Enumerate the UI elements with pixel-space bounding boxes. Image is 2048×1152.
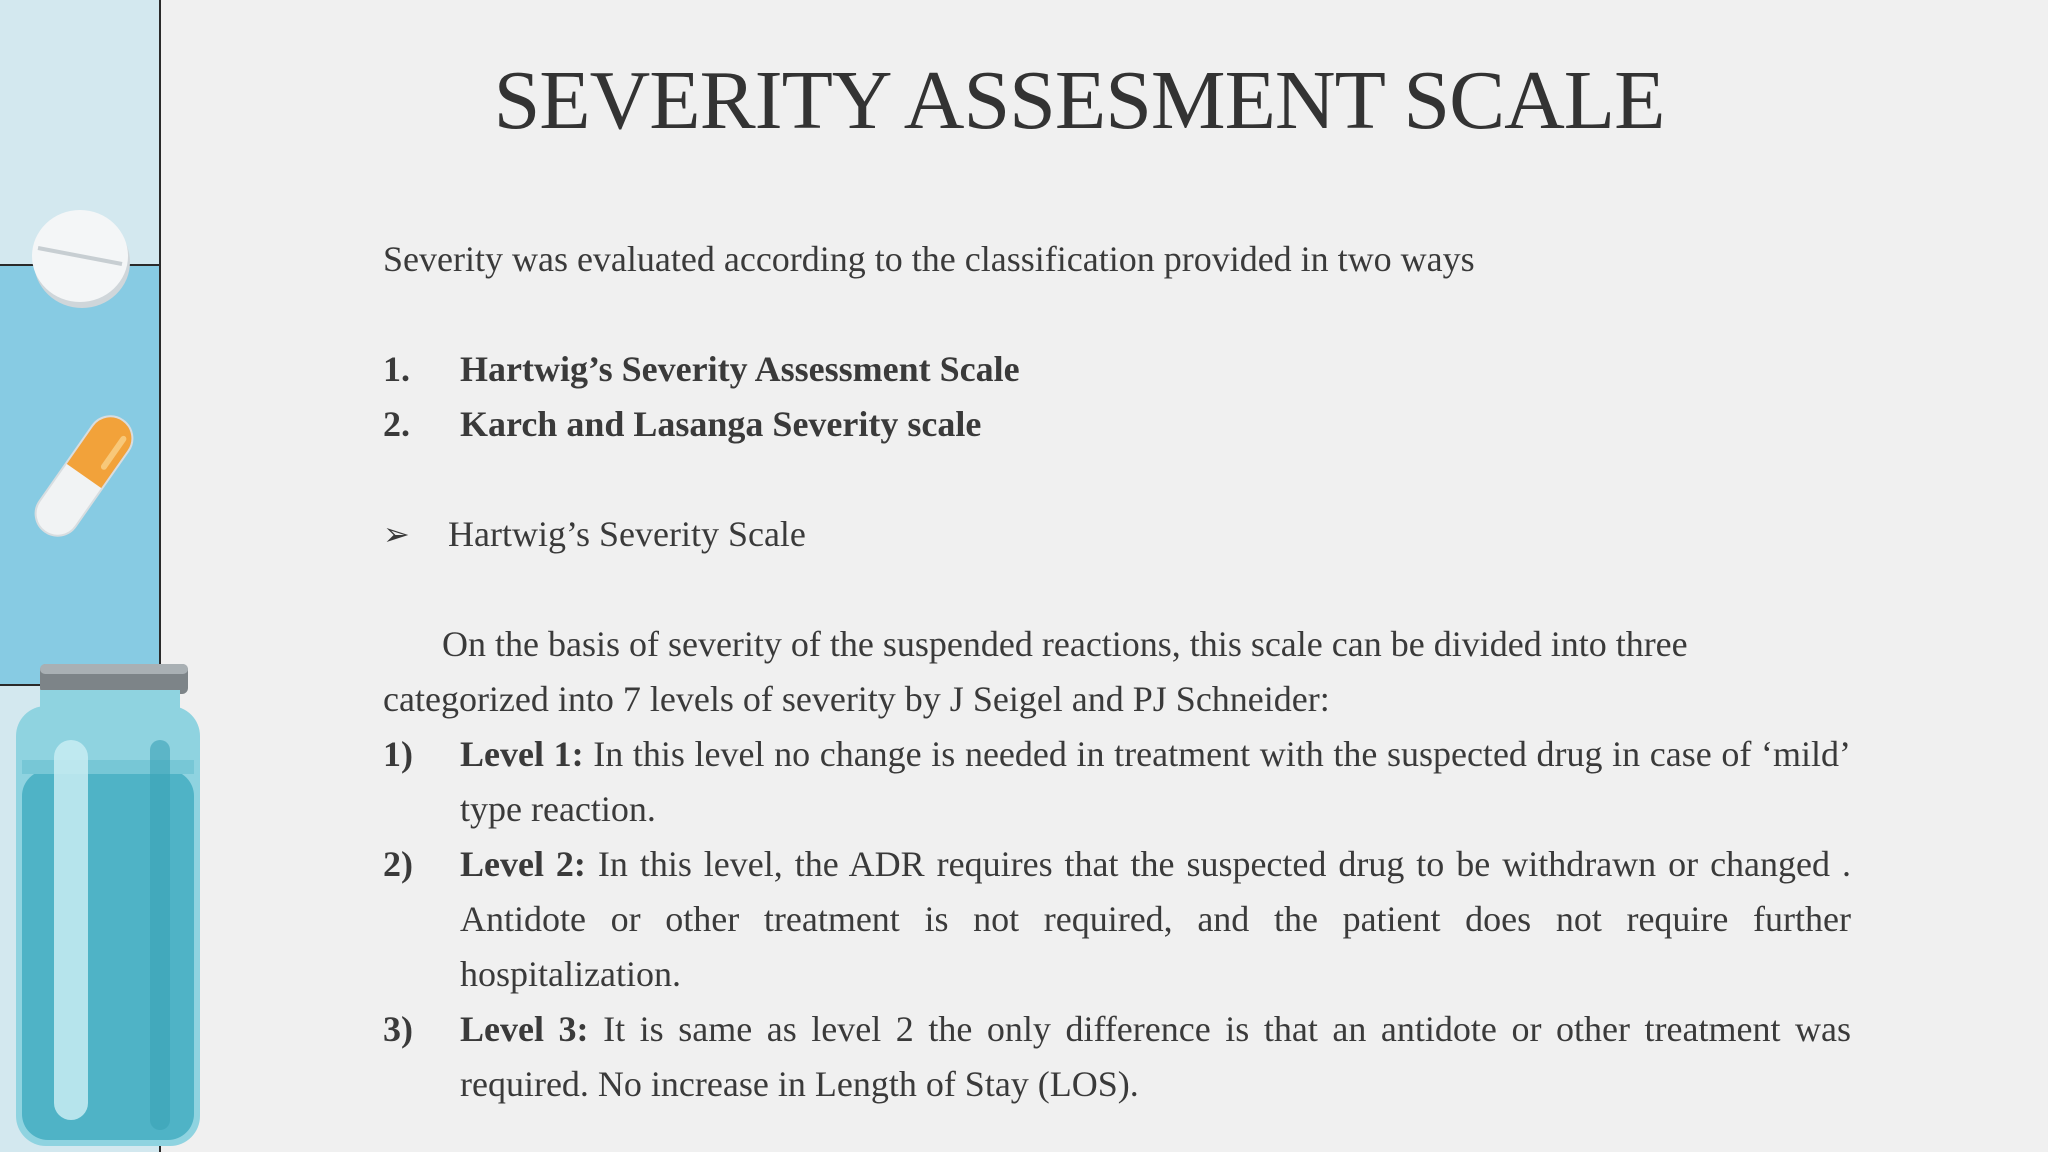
list-item-number: 1. — [383, 349, 410, 389]
level-name: Level 3: — [460, 1009, 589, 1049]
arrow-bullet-icon: ➢ — [383, 516, 410, 552]
list-item-label: Karch and Lasanga Severity scale — [460, 404, 982, 444]
level-description — [460, 727, 1851, 837]
level-description — [460, 1002, 1851, 1112]
level-item — [383, 1002, 1851, 1112]
slide-title: SEVERITY ASSESMENT SCALE — [493, 54, 1665, 147]
paragraph-line-2: categorized into 7 levels of severity by J Seigel and PJ Schneider: — [383, 679, 1330, 719]
list-item-number: 2. — [383, 404, 410, 444]
level-number: 1) — [383, 734, 413, 774]
scale-list — [383, 342, 1851, 452]
list-item-label: Hartwig’s Severity Assessment Scale — [460, 349, 1020, 389]
level-list — [383, 727, 1851, 1112]
level-name: Level 2: — [460, 844, 586, 884]
level-number: 2) — [383, 844, 413, 884]
vial-icon — [16, 664, 200, 1146]
description-paragraph — [383, 617, 1851, 727]
paragraph-line-1: On the basis of severity of the suspended reactions, this scale can be divided into three — [442, 624, 1688, 664]
subheading — [383, 507, 1851, 562]
capsule-icon — [27, 408, 141, 545]
intro-text: Severity was evaluated according to the classification provided in two ways — [383, 239, 1475, 279]
medicine-illustration — [0, 0, 200, 1152]
tablet-icon — [32, 210, 130, 308]
level-text: It is same as level 2 the only difference is that an antidote or other treatment was required. No increase in Length of Stay (LOS). — [460, 1009, 1851, 1104]
list-item — [383, 342, 1851, 397]
list-item — [383, 397, 1851, 452]
level-text: In this level, the ADR requires that the suspected drug to be withdrawn or changed . Antidote or other treatment is not required, and the patient does not require further hospitalization. — [460, 844, 1851, 994]
level-item — [383, 727, 1851, 837]
subheading-text: Hartwig’s Severity Scale — [448, 514, 806, 554]
level-number: 3) — [383, 1009, 413, 1049]
decorative-sidebar — [0, 0, 161, 1152]
level-name: Level 1: — [460, 734, 584, 774]
level-text: In this level no change is needed in treatment with the suspected drug in case of ‘mild’ type reaction. — [460, 734, 1851, 829]
level-item — [383, 837, 1851, 1002]
level-description — [460, 837, 1851, 1002]
